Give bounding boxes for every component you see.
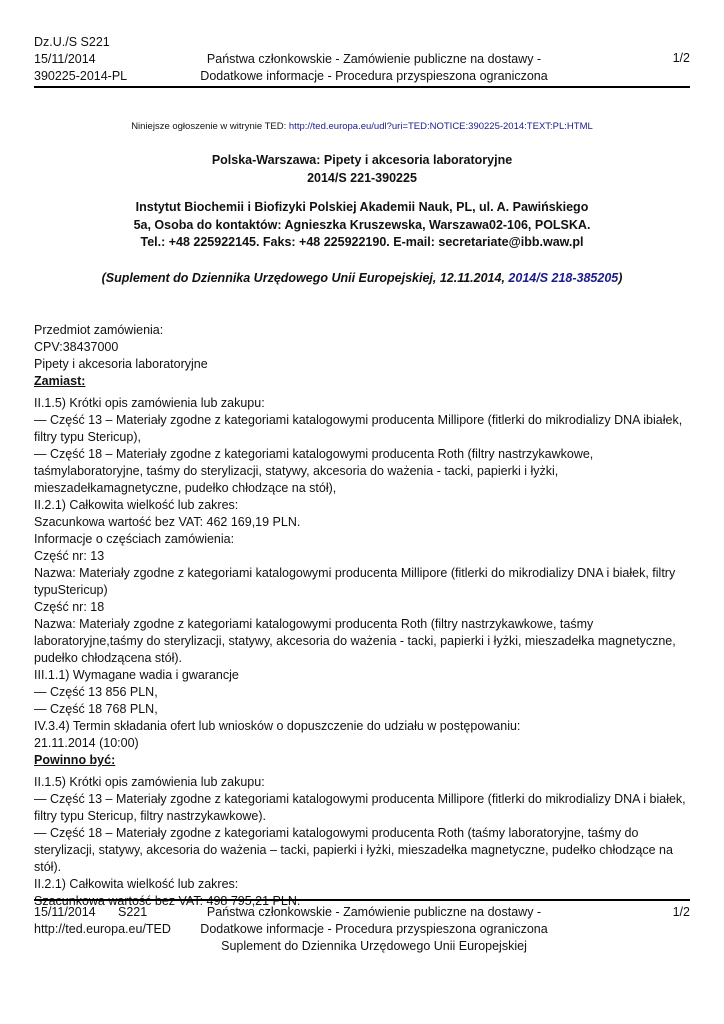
- subject-label: Przedmiot zamówienia:: [34, 323, 164, 337]
- footer-title-line3: Suplement do Dziennika Urzędowego Unii Europejskiej: [221, 939, 527, 953]
- should-be-heading: Powinno być:: [34, 753, 116, 767]
- should-be-line: — Część 13 – Materiały zgodne z kategoriami katalogowymi producenta Millipore (fitlerki do mikrodializy DNA i białek, filtry typu Stericup, filtry nastrzykawkowe).: [34, 792, 686, 823]
- page-header: [34, 34, 690, 88]
- footer-page-number: 1/2: [672, 905, 690, 919]
- footer-title-line1: Państwa członkowskie - Zamówienie publiczne na dostawy -: [206, 905, 542, 919]
- ted-notice-prefix: Niniejsze ogłoszenie w witrynie TED:: [131, 121, 287, 132]
- should-be-line: II.1.5) Krótki opis zamówienia lub zakupu:: [34, 775, 265, 789]
- footer-code: S221: [118, 905, 148, 919]
- header-title: [154, 51, 594, 85]
- page-footer: [34, 899, 690, 961]
- should-be-line: II.2.1) Całkowita wielkość lub zakres:: [34, 877, 239, 891]
- notice-title-line2: 2014/S 221-390225: [307, 171, 417, 185]
- contracting-authority: [80, 199, 644, 252]
- instead-line: Informacje o częściach zamówienia:: [34, 532, 235, 546]
- instead-line: — Część 13 856 PLN,: [34, 685, 158, 699]
- ted-notice-link[interactable]: http://ted.europa.eu/udl?uri=TED:NOTICE:390225-2014:TEXT:PL:HTML: [288, 121, 593, 132]
- footer-title: [154, 904, 594, 955]
- footer-date: 15/11/2014: [34, 905, 96, 919]
- instead-line: II.2.1) Całkowita wielkość lub zakres:: [34, 498, 239, 512]
- instead-heading: Zamiast:: [34, 374, 86, 388]
- instead-line: Szacunkowa wartość bez VAT: 462 169,19 PLN.: [34, 515, 301, 529]
- instead-line: Nazwa: Materiały zgodne z kategoriami katalogowymi producenta Roth (filtry nastrzykawkowe, taśmy laboratoryjne,taśmy do sterylizacji, statywy, akcesoria do ważenia - tacki, papierki i łyżki, mieszadełka magnetyczne, pudełko chłodzącena stół).: [34, 617, 676, 665]
- header-page-number: 1/2: [672, 51, 690, 65]
- should-be-line: Szacunkowa wartość bez VAT: 498 795,21 PLN.: [34, 894, 301, 908]
- instead-line: Część nr: 13: [34, 549, 105, 563]
- notice-body: [34, 322, 690, 910]
- cpv-code: CPV:38437000: [34, 340, 119, 354]
- supplement-reference: [0, 271, 724, 285]
- notice-title: [0, 151, 724, 187]
- header-notice-id: 390225-2014-PL: [34, 69, 128, 83]
- supplement-text: (Suplement do Dziennika Urzędowego Unii Europejskiej, 12.11.2014,: [101, 271, 505, 285]
- header-title-line2: Dodatkowe informacje - Procedura przyspieszona ograniczona: [200, 69, 548, 83]
- instead-line: — Część 13 – Materiały zgodne z kategoriami katalogowymi producenta Millipore (fitlerki do mikrodializy DNA ibiałek, filtry typu Stericup),: [34, 413, 683, 444]
- instead-line: IV.3.4) Termin składania ofert lub wniosków o dopuszczenie do udziału w postępowaniu:: [34, 719, 521, 733]
- header-date: 15/11/2014: [34, 52, 96, 66]
- footer-title-line2: Dodatkowe informacje - Procedura przyspieszona ograniczona: [200, 922, 548, 936]
- authority-line2: 5a, Osoba do kontaktów: Agnieszka Kruszewska, Warszawa02-106, POLSKA.: [133, 217, 591, 232]
- authority-line1: Instytut Biochemii i Biofizyki Polskiej Akademii Nauk, PL, ul. A. Pawińskiego: [135, 200, 589, 214]
- instead-line: 21.11.2014 (10:00): [34, 736, 139, 750]
- header-doc-ref: Dz.U./S S221: [34, 35, 110, 49]
- supplement-close: ): [618, 271, 623, 285]
- header-title-line1: Państwa członkowskie - Zamówienie publiczne na dostawy -: [206, 52, 542, 66]
- instead-line: II.1.5) Krótki opis zamówienia lub zakupu:: [34, 396, 265, 410]
- should-be-line: — Część 18 – Materiały zgodne z kategoriami katalogowymi producenta Roth (taśmy laboratoryjne, taśmy do sterylizacji, statywy, akcesoria do ważenia – tacki, papierki i łyżki, mieszadełka magnetyczne, pudełko chłodzące na stół).: [34, 826, 673, 874]
- instead-line: — Część 18 – Materiały zgodne z kategoriami katalogowymi producenta Roth (filtry nastrzykawkowe, taśmylaboratoryjne, taśmy do sterylizacji, statywy, akcesoria do ważenia - tacki, papierki i łyżki, mieszadełkamagnetyczne, pudełko chłodzące na stół),: [34, 447, 594, 495]
- ted-notice: [0, 121, 724, 132]
- instead-line: — Część 18 768 PLN,: [34, 702, 158, 716]
- notice-title-line1: Polska-Warszawa: Pipety i akcesoria laboratoryjne: [211, 153, 513, 167]
- subject-text: Pipety i akcesoria laboratoryjne: [34, 357, 208, 371]
- supplement-ref-link[interactable]: 2014/S 218-385205: [508, 271, 619, 285]
- authority-line3: Tel.: +48 225922145. Faks: +48 225922190. E-mail: secretariate@ibb.waw.pl: [140, 235, 584, 249]
- header-meta: [34, 34, 127, 85]
- footer-url: http://ted.europa.eu/TED: [34, 922, 171, 936]
- instead-line: Część nr: 18: [34, 600, 105, 614]
- instead-line: Nazwa: Materiały zgodne z kategoriami katalogowymi producenta Millipore (fitlerki do mikrodializy DNA i białek, filtry typuStericup): [34, 566, 676, 597]
- instead-line: III.1.1) Wymagane wadia i gwarancje: [34, 668, 239, 682]
